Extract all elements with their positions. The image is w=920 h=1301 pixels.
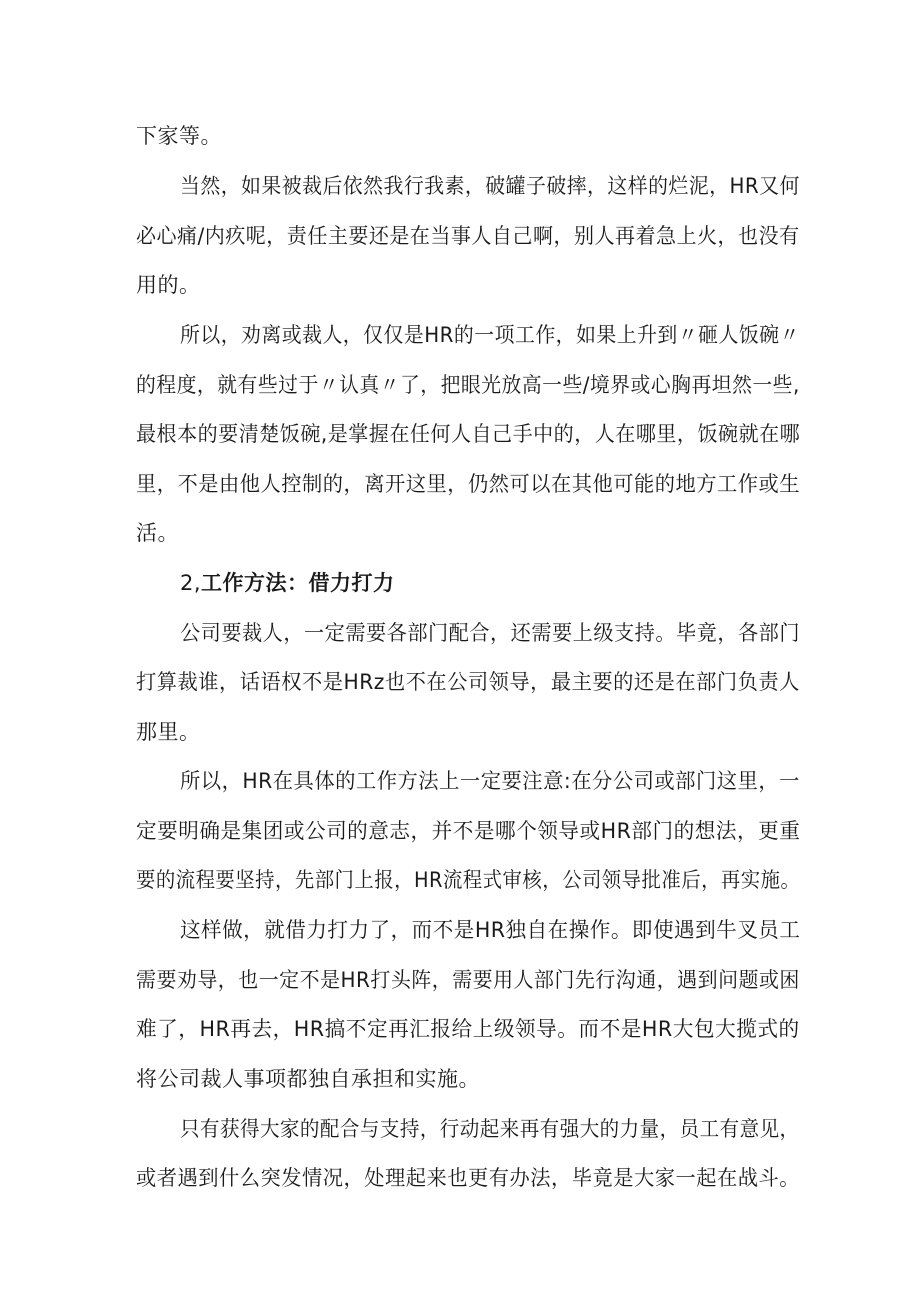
text-line: 必心痛/内疚呢，责任主要还是在当事人自己啊，别人再着急上火，也没有 xyxy=(136,224,800,248)
section-number: 2, xyxy=(180,571,202,595)
text-line: 用的。 xyxy=(136,273,201,297)
text-line: 要的流程要坚持，先部门上报，HR流程式审核，公司领导批准后，再实施。 xyxy=(136,868,801,892)
paragraph-start-line: 公司要裁人，一定需要各部门配合，还需要上级支持。毕竟，各部门 xyxy=(180,621,800,645)
text-line: 或者遇到什么突发情况，处理起来也更有办法，毕竟是大家一起在战斗。 xyxy=(136,1166,800,1190)
text-line: 最根本的要清楚饭碗,是掌握在任何人自己手中的，人在哪里，饭碗就在哪 xyxy=(136,422,801,446)
text-line: 的程度，就有些过于〃认真〃了，把眼光放高一些/境界或心胸再坦然一些, xyxy=(136,373,800,397)
paragraph-start-line: 只有获得大家的配合与支持，行动起来再有强大的力量，员工有意见， xyxy=(180,1117,800,1141)
paragraph-start-line: 所以，HR在具体的工作方法上一定要注意:在分公司或部门这里，一 xyxy=(180,769,800,793)
text-line: 那里。 xyxy=(136,720,201,744)
text-line: 里，不是由他人控制的，离开这里，仍然可以在其他可能的地方工作或生 xyxy=(136,472,800,496)
section-heading xyxy=(180,569,395,597)
text-line: 需要劝导，也一定不是HR打头阵，需要用人部门先行沟通，遇到问题或困 xyxy=(136,968,800,992)
text-line: 定要明确是集团或公司的意志，并不是哪个领导或HR部门的想法，更重 xyxy=(136,819,801,843)
text-line: 难了，HR再去，HR搞不定再汇报给上级领导。而不是HR大包大揽式的 xyxy=(136,1017,800,1041)
paragraph-start-line: 这样做，就借力打力了，而不是HR独自在操作。即使遇到牛叉员工 xyxy=(180,918,801,942)
text-line: 下家等。 xyxy=(136,124,222,148)
text-line: 将公司裁人事项都独自承担和实施。 xyxy=(136,1067,480,1091)
section-title: 工作方法：借力打力 xyxy=(201,571,395,595)
text-line: 打算裁谁，话语权不是HRz也不在公司领导，最主要的还是在部门负责人 xyxy=(136,670,800,694)
paragraph-start-line: 所以，劝离或裁人，仅仅是HR的一项工作，如果上升到〃砸人饭碗〃 xyxy=(180,323,800,347)
text-line: 活。 xyxy=(136,521,179,545)
paragraph-start-line: 当然，如果被裁后依然我行我素，破罐子破摔，这样的烂泥，HR又何 xyxy=(180,174,800,198)
